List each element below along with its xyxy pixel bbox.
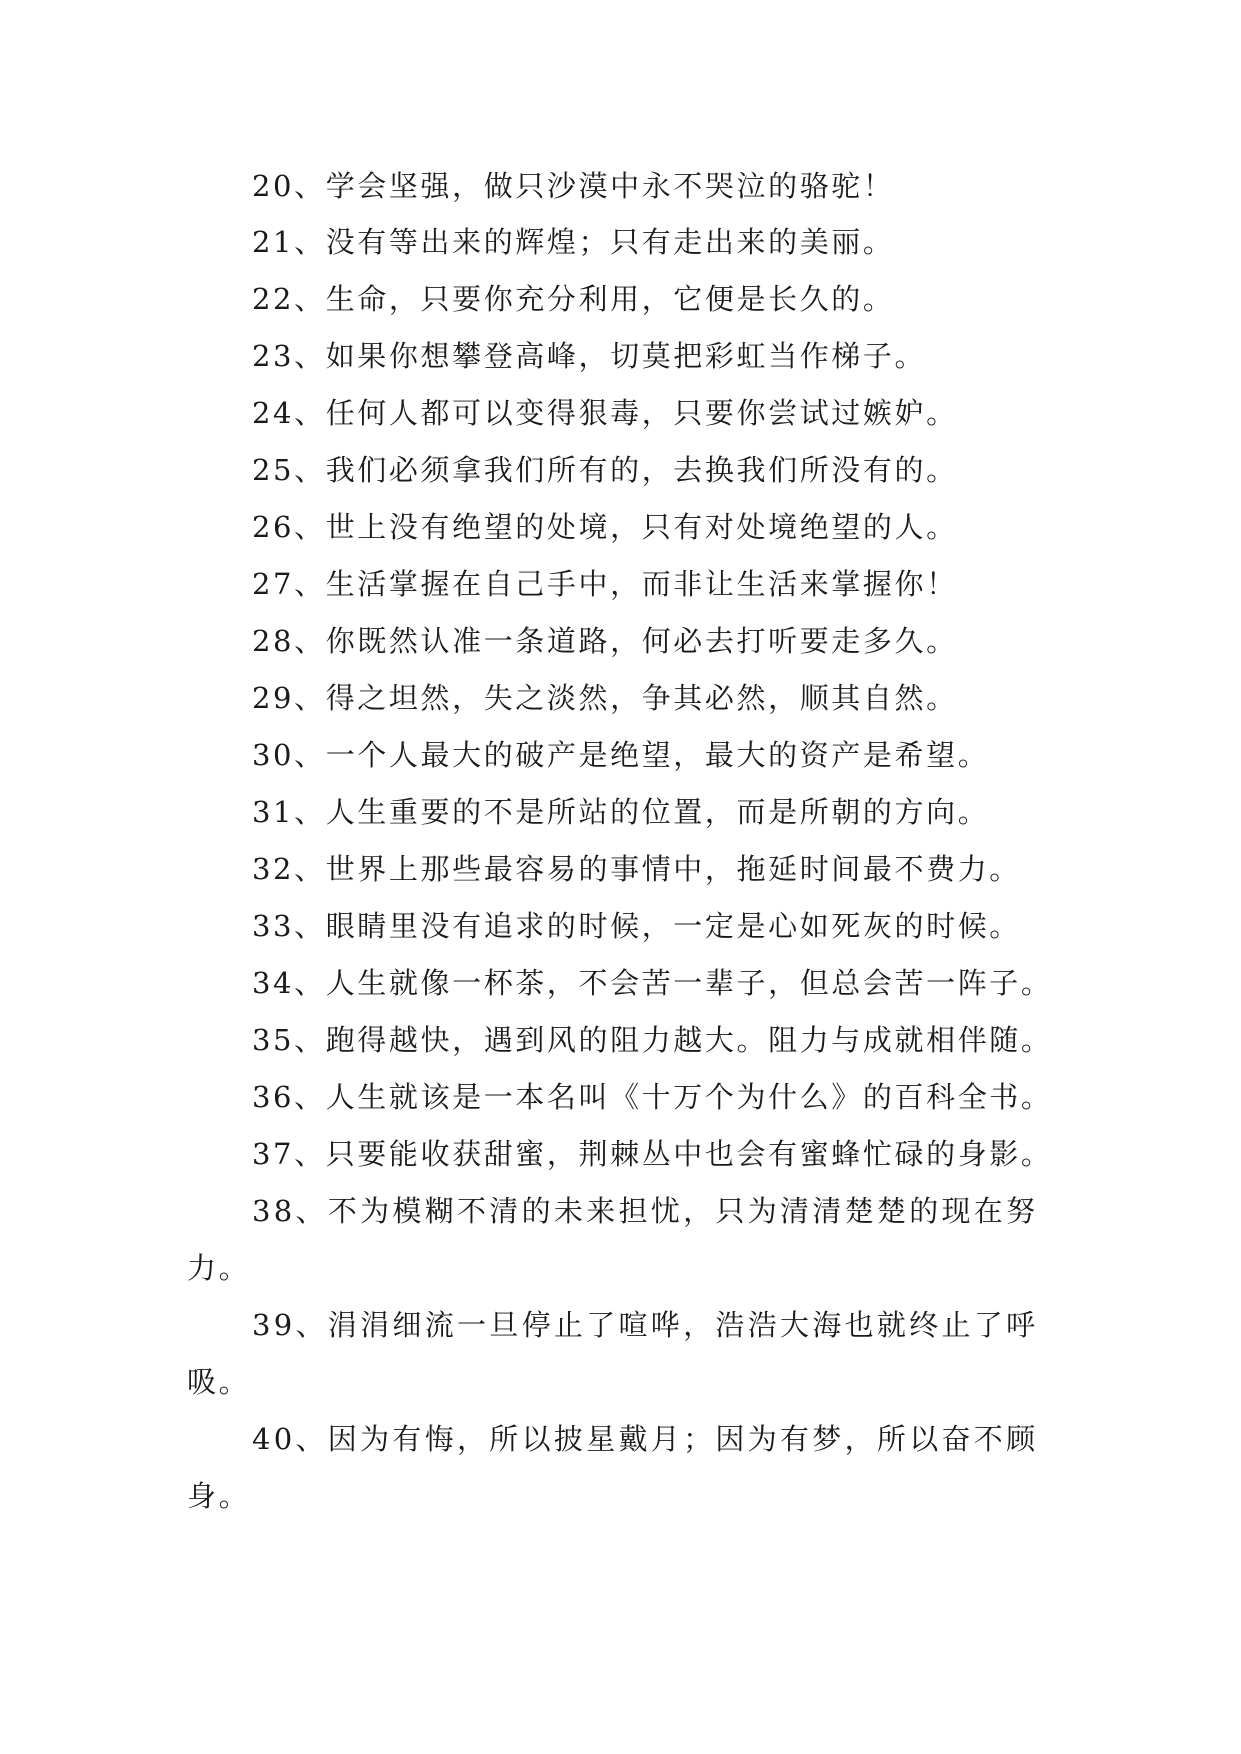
quote-line-40: 40、因为有悔，所以披星戴月；因为有梦，所以奋不顾 (252, 1422, 1039, 1456)
quote-line-33: 33、眼睛里没有追求的时候，一定是心如死灰的时候。 (252, 909, 1021, 943)
quote-line-34: 34、人生就像一杯茶，不会苦一辈子，但总会苦一阵子。 (252, 966, 1053, 1000)
quote-line-29: 29、得之坦然，失之淡然，争其必然，顺其自然。 (252, 681, 958, 715)
quote-line-32: 32、世界上那些最容易的事情中，拖延时间最不费力。 (252, 852, 1021, 886)
quote-line-24: 24、任何人都可以变得狠毒，只要你尝试过嫉妒。 (252, 396, 958, 430)
quote-line-39-continuation: 吸。 (187, 1365, 251, 1399)
quote-line-27: 27、生活掌握在自己手中，而非让生活来掌握你！ (252, 567, 958, 601)
quote-line-22: 22、生命，只要你充分利用，它便是长久的。 (252, 282, 895, 316)
quote-line-36: 36、人生就该是一本名叫《十万个为什么》的百科全书。 (252, 1080, 1053, 1114)
quote-line-38-continuation: 力。 (187, 1251, 251, 1285)
quote-line-35: 35、跑得越快，遇到风的阻力越大。阻力与成就相伴随。 (252, 1023, 1053, 1057)
quote-line-25: 25、我们必须拿我们所有的，去换我们所没有的。 (252, 453, 958, 487)
quote-line-30: 30、一个人最大的破产是绝望，最大的资产是希望。 (252, 738, 990, 772)
quote-line-23: 23、如果你想攀登高峰，切莫把彩虹当作梯子。 (252, 339, 927, 373)
quote-line-40-continuation: 身。 (187, 1479, 251, 1513)
quote-line-37: 37、只要能收获甜蜜，荆棘丛中也会有蜜蜂忙碌的身影。 (252, 1137, 1053, 1171)
quote-line-38: 38、不为模糊不清的未来担忧，只为清清楚楚的现在努 (252, 1194, 1039, 1228)
quote-line-28: 28、你既然认准一条道路，何必去打听要走多久。 (252, 624, 958, 658)
quote-line-39: 39、涓涓细流一旦停止了喧哗，浩浩大海也就终止了呼 (252, 1308, 1039, 1342)
quote-line-26: 26、世上没有绝望的处境，只有对处境绝望的人。 (252, 510, 958, 544)
quote-line-31: 31、人生重要的不是所站的位置，而是所朝的方向。 (252, 795, 990, 829)
quote-line-21: 21、没有等出来的辉煌；只有走出来的美丽。 (252, 225, 895, 259)
quote-line-20: 20、学会坚强，做只沙漠中永不哭泣的骆驼！ (252, 169, 895, 203)
